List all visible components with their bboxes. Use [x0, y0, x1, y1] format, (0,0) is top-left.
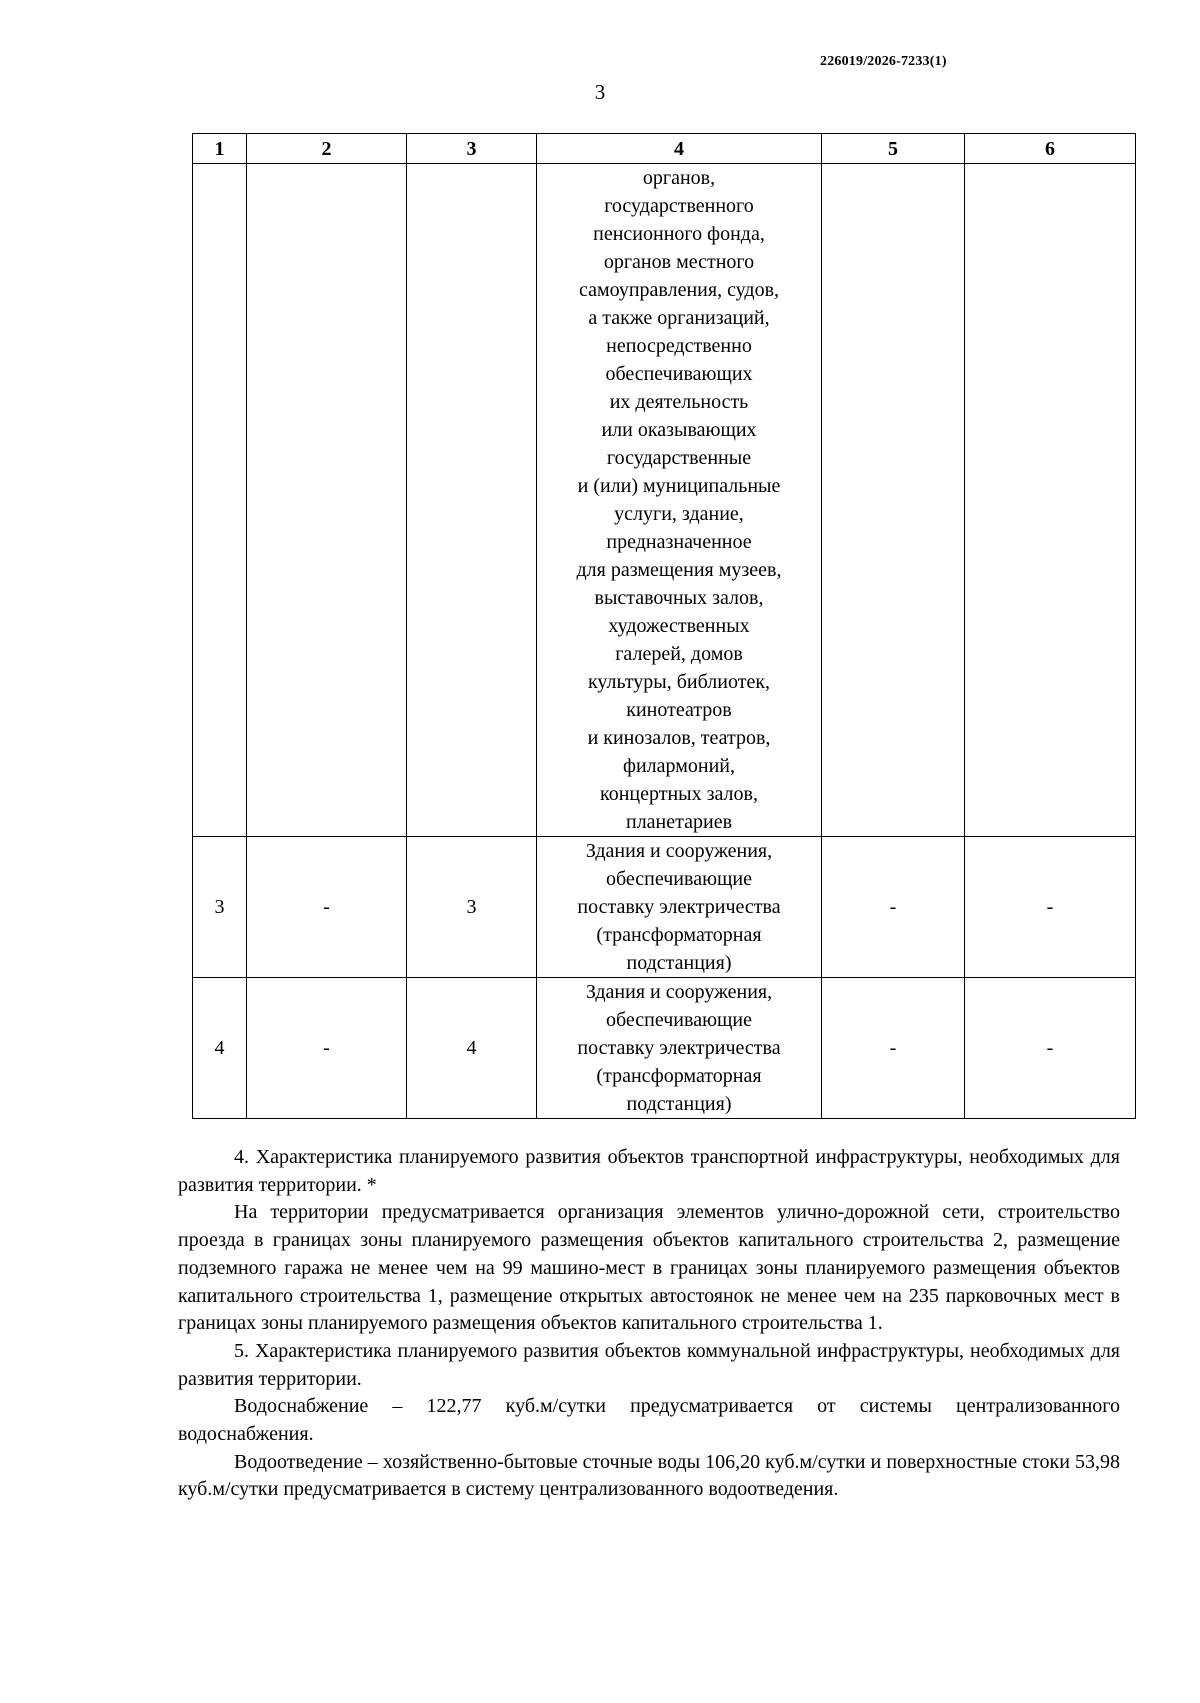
table-cell — [537, 837, 822, 978]
column-header-3: 3 — [407, 134, 537, 164]
table-cell: - — [822, 978, 965, 1119]
table-cell: 4 — [193, 978, 247, 1119]
column-header-4: 4 — [537, 134, 822, 164]
table-row — [193, 164, 1136, 837]
table-cell: - — [247, 837, 407, 978]
table-cell: 4 — [407, 978, 537, 1119]
column-header-2: 2 — [247, 134, 407, 164]
document-body — [178, 1144, 1120, 1504]
paragraph-water-supply: Водоснабжение – 122,77 куб.м/сутки предусматривается от системы централизованного водоснабжения. — [178, 1395, 1120, 1446]
table-cell — [537, 978, 822, 1119]
cell-description: органов, государственного пенсионного фонда, органов местного самоуправления, судов, а также организаций, непосредственно обеспечивающих их деятельность или оказывающих государственные и (или) муниципальные услуги, здание, предназначенное для размещения музеев, выставочных залов, художественных галерей, домов культуры, библиотек, кинотеатров и кинозалов, театров, филармоний, концертных залов, планетариев — [576, 167, 782, 833]
table-cell: - — [247, 978, 407, 1119]
column-header-1: 1 — [193, 134, 247, 164]
table-cell: 3 — [407, 837, 537, 978]
column-header-6: 6 — [965, 134, 1136, 164]
paragraph-transport-heading: 4. Характеристика планируемого развития объектов транспортной инфраструктуры, необходимых для развития территории. * — [178, 1146, 1120, 1196]
table-cell: - — [965, 978, 1136, 1119]
table-cell — [407, 164, 537, 837]
table-cell — [193, 164, 247, 837]
table-cell — [822, 164, 965, 837]
column-header-5: 5 — [822, 134, 965, 164]
paragraph-transport-details: На территории предусматривается организация элементов улично-дорожной сети, строительство проезда в границах зоны планируемого размещения объектов капитального строительства 2, размещение подземного гаража не менее чем на 99 машино-мест в границах зоны планируемого размещения объектов капитального строительства 1, размещение открытых автостоянок не менее чем на 235 парковочных мест в границах зоны планируемого размещения объектов капитального строительства 1. — [178, 1201, 1120, 1335]
table-cell: - — [822, 837, 965, 978]
page-number: 3 — [594, 80, 606, 104]
table-row — [193, 978, 1136, 1119]
facilities-table — [192, 133, 1136, 1119]
paragraph-utilities-heading: 5. Характеристика планируемого развития объектов коммунальной инфраструктуры, необходимых для развития территории. — [178, 1339, 1120, 1390]
paragraph-water-disposal: Водоотведение – хозяйственно-бытовые сточные воды 106,20 куб.м/сутки и поверхностные стоки 53,98 куб.м/сутки предусматривается в систему централизованного водоотведения. — [178, 1450, 1120, 1501]
table-cell: - — [965, 837, 1136, 978]
table-header-row — [193, 134, 1136, 164]
table-row — [193, 837, 1136, 978]
table-cell: 3 — [193, 837, 247, 978]
cell-description: Здания и сооружения, обеспечивающие поставку электричества (трансформаторная подстанция) — [577, 981, 781, 1115]
table-cell — [965, 164, 1136, 837]
table-cell — [247, 164, 407, 837]
document-number: 226019/2026-7233(1) — [820, 54, 947, 69]
cell-description: Здания и сооружения, обеспечивающие поставку электричества (трансформаторная подстанция) — [577, 840, 781, 974]
table-cell — [537, 164, 822, 837]
